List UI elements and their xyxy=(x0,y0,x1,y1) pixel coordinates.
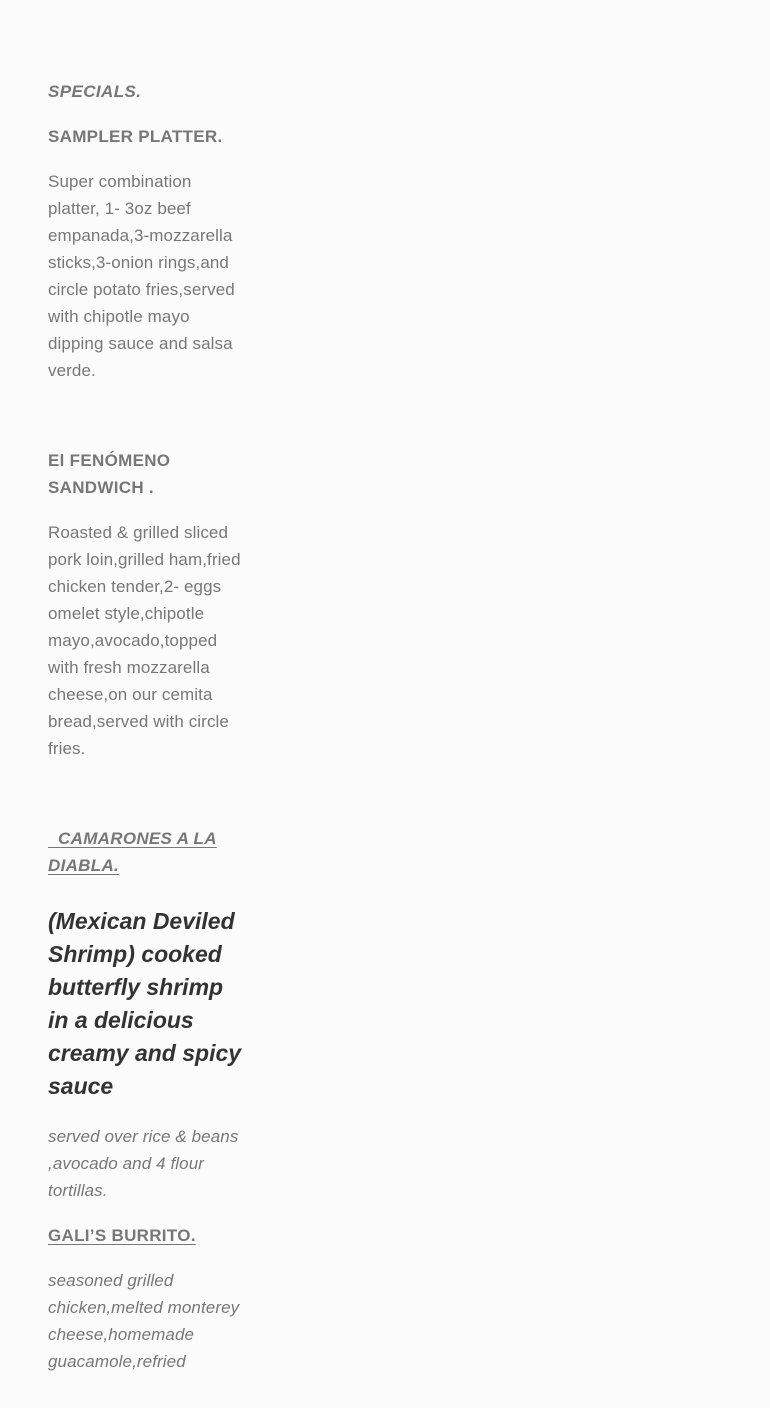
spacer xyxy=(48,384,248,447)
menu-item-el-fenomeno-sandwich xyxy=(48,447,248,762)
menu-item-description: served over rice & beans ,avocado and 4 flour tortillas. xyxy=(48,1127,239,1200)
menu-item-title xyxy=(48,825,248,879)
menu-item-subtitle: (Mexican Deviled Shrimp) cooked butterfly shrimp in a delicious creamy and spicy sauce xyxy=(48,908,242,1099)
spacer xyxy=(48,1204,248,1222)
menu-item-title: GALI’S BURRITO. xyxy=(48,1226,196,1245)
menu-content xyxy=(48,78,248,1375)
menu-item-title-text: CAMARONES A LA DIABLA. xyxy=(48,829,217,875)
leading-space xyxy=(48,829,58,848)
menu-item-description: Super combination platter, 1- 3oz beef empanada,3-mozzarella sticks,3-onion rings,and circle potato fries,served with chipotle mayo dipping sauce and salsa verde. xyxy=(48,172,235,380)
spacer xyxy=(48,105,248,123)
spacer xyxy=(48,879,248,905)
specials-heading: SPECIALS. xyxy=(48,82,142,101)
spacer xyxy=(48,1103,248,1123)
spacer xyxy=(48,150,248,168)
menu-item-title: SAMPLER PLATTER. xyxy=(48,127,223,146)
menu-item-description: seasoned grilled chicken,melted monterey cheese,homemade guacamole,refried xyxy=(48,1271,240,1371)
spacer xyxy=(48,501,248,519)
menu-item-camarones-a-la-diabla xyxy=(48,825,248,1204)
menu-item-sampler-platter xyxy=(48,123,248,384)
menu-item-galis-burrito xyxy=(48,1222,248,1375)
menu-item-description: Roasted & grilled sliced pork loin,grilled ham,fried chicken tender,2- eggs omelet style,chipotle mayo,avocado,topped with fresh mozzarella cheese,on our cemita bread,served with circle fries. xyxy=(48,523,241,758)
spacer xyxy=(48,762,248,825)
spacer xyxy=(48,1249,248,1267)
menu-item-title: El FENÓMENO SANDWICH . xyxy=(48,451,171,497)
